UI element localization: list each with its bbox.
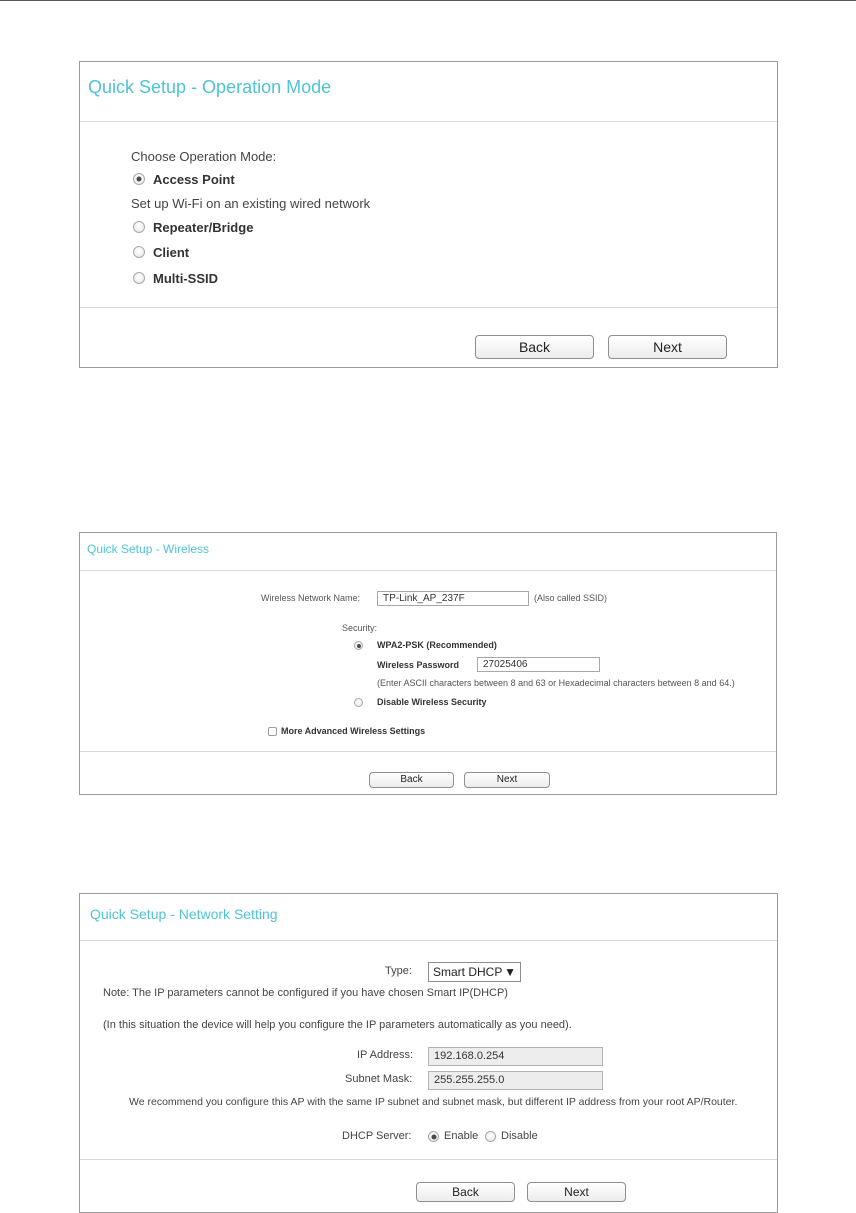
network-setting-panel [79,893,778,1213]
wireless-panel [79,532,777,795]
footer-divider [80,307,777,308]
panel-title: Quick Setup - Network Setting [90,906,278,922]
panel-title: Quick Setup - Operation Mode [88,77,332,97]
back-button[interactable]: Back [416,1182,515,1202]
radio-access-point[interactable] [133,173,145,185]
wpa2-label: WPA2-PSK (Recommended) [377,640,497,650]
chevron-down-icon: ▼ [504,965,516,979]
access-point-label: Access Point [153,172,235,187]
password-label: Wireless Password [377,660,459,670]
radio-client[interactable] [133,246,145,258]
subnet-mask-field: 255.255.255.0 [428,1071,603,1090]
panel-title: Quick Setup - Wireless [87,542,210,556]
operation-mode-panel [79,61,778,368]
ip-address-field: 192.168.0.254 [428,1047,603,1066]
advanced-settings-checkbox[interactable] [268,727,277,736]
client-label: Client [153,245,190,260]
advanced-settings-label: More Advanced Wireless Settings [281,726,426,736]
radio-dhcp-disable[interactable] [485,1131,496,1142]
multi-ssid-label: Multi-SSID [153,271,218,286]
note-line-2: (In this situation the device will help you configure the IP parameters automatically as you need). [103,1019,572,1031]
radio-multi-ssid[interactable] [133,272,145,284]
ssid-note: (Also called SSID) [534,593,608,603]
back-button[interactable]: Back [475,335,594,359]
security-label: Security: [342,623,378,633]
back-button[interactable]: Back [369,772,454,788]
dhcp-disable-label: Disable [501,1130,538,1142]
radio-dhcp-enable[interactable] [428,1131,439,1142]
next-button[interactable]: Next [527,1182,626,1202]
recommendation-text: We recommend you configure this AP with the same IP subnet and subnet mask, but different IP address from your root AP/Router. [129,1096,738,1108]
radio-wpa2-psk[interactable] [354,641,363,650]
password-input[interactable]: 27025406 [477,657,600,672]
note-line-1: Note: The IP parameters cannot be configured if you have chosen Smart IP(DHCP) [103,987,508,999]
dhcp-enable-label: Enable [444,1130,479,1142]
repeater-bridge-label: Repeater/Bridge [153,220,254,235]
network-name-input[interactable]: TP-Link_AP_237F [377,591,529,606]
radio-repeater-bridge[interactable] [133,221,145,233]
title-divider [80,121,777,122]
type-select-value: Smart DHCP [433,965,503,979]
title-divider [80,940,777,941]
network-name-label: Wireless Network Name: [261,593,361,603]
type-select[interactable] [428,962,521,982]
next-button[interactable]: Next [464,772,550,788]
page-top-rule [0,0,856,1]
type-label: Type: [385,965,412,977]
title-divider [80,570,776,571]
footer-divider [80,751,776,752]
access-point-description: Set up Wi-Fi on an existing wired network [131,196,371,211]
footer-divider [80,1159,777,1160]
choose-mode-label: Choose Operation Mode: [131,149,277,164]
password-hint: (Enter ASCII characters between 8 and 63 or Hexadecimal characters between 8 and 64.) [377,678,735,688]
next-button[interactable]: Next [608,335,727,359]
disable-security-label: Disable Wireless Security [377,697,487,707]
subnet-mask-label: Subnet Mask: [345,1073,413,1085]
ip-address-label: IP Address: [357,1049,414,1061]
dhcp-server-label: DHCP Server: [342,1130,412,1142]
radio-disable-security[interactable] [354,698,363,707]
